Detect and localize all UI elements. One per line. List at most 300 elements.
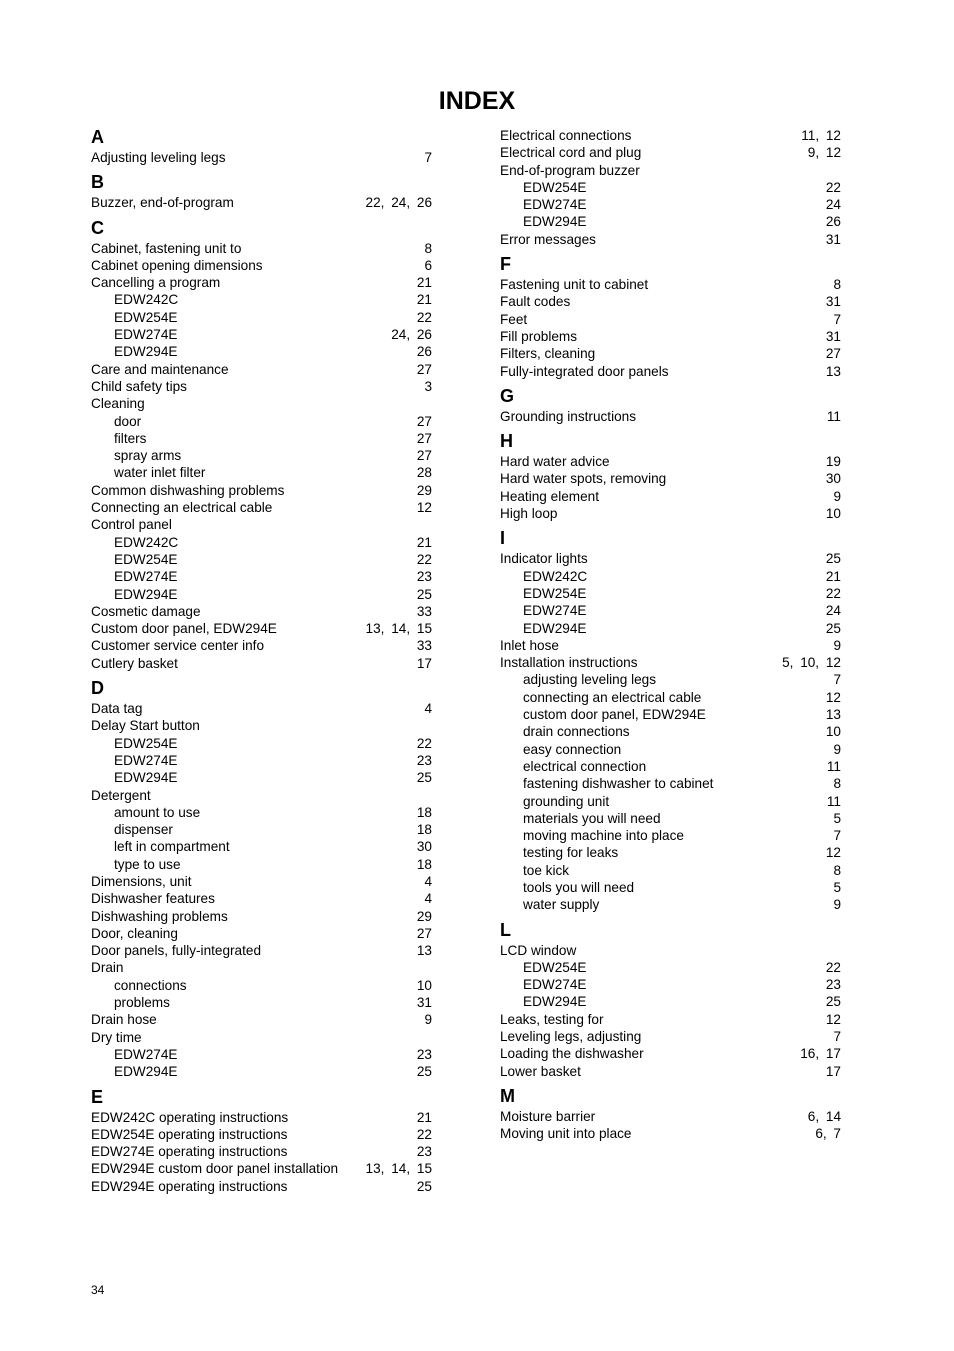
entry-term: EDW274E xyxy=(523,603,587,619)
entry-term: spray arms xyxy=(114,448,182,464)
index-entry xyxy=(91,925,432,942)
entry-pages: 27 xyxy=(825,346,841,362)
entry-pages: 7 xyxy=(833,828,841,844)
entry-term: EDW274E xyxy=(523,197,587,213)
entry-term: EDW254E xyxy=(114,735,178,751)
index-entry xyxy=(91,194,432,211)
entry-pages: 33 xyxy=(416,638,432,654)
entry-pages: 23 xyxy=(416,752,432,768)
index-subentry xyxy=(500,844,841,861)
entry-term: Door, cleaning xyxy=(91,925,178,941)
index-subentry xyxy=(91,769,432,786)
index-entry xyxy=(500,488,841,505)
entry-pages: 22 xyxy=(416,735,432,751)
index-subentry xyxy=(91,586,432,603)
entry-pages: 19 xyxy=(825,454,841,470)
entry-pages: 27 xyxy=(416,925,432,941)
index-subentry xyxy=(91,464,432,481)
entry-term: testing for leaks xyxy=(523,845,619,861)
index-entry xyxy=(91,637,432,654)
entry-pages: 11 xyxy=(826,758,841,774)
section-letter: G xyxy=(500,385,515,406)
index-subentry xyxy=(500,758,841,775)
entry-pages: 9 xyxy=(424,1012,432,1028)
index-entry xyxy=(500,453,841,470)
index-entry xyxy=(91,1029,432,1046)
entry-term: Filters, cleaning xyxy=(500,346,596,362)
index-subentry xyxy=(91,804,432,821)
entry-term: Electrical cord and plug xyxy=(500,145,642,161)
index-section xyxy=(500,386,841,425)
entry-term: EDW242C xyxy=(114,534,179,550)
entry-term: custom door panel, EDW294E xyxy=(523,707,706,723)
index-subentry xyxy=(500,862,841,879)
entry-pages: 26 xyxy=(825,214,841,230)
entry-pages: 9 xyxy=(833,488,841,504)
index-entry xyxy=(91,1126,432,1143)
entry-pages: 25 xyxy=(416,770,432,786)
entry-term: adjusting leveling legs xyxy=(523,672,657,688)
index-subentry xyxy=(91,735,432,752)
index-entry xyxy=(91,787,432,804)
index-entry xyxy=(91,482,432,499)
index-subentry xyxy=(500,976,841,993)
section-letter: H xyxy=(500,431,513,452)
entry-pages: 23 xyxy=(416,1144,432,1160)
entry-term: EDW274E xyxy=(114,752,178,768)
entry-term: Buzzer, end-of-program xyxy=(91,195,234,211)
entry-pages: 11 xyxy=(826,793,841,809)
index-entry xyxy=(91,1178,432,1195)
entry-pages: 31 xyxy=(825,294,841,310)
index-entry xyxy=(91,378,432,395)
index-entry xyxy=(500,1125,841,1142)
entry-term: EDW254E xyxy=(114,551,178,567)
entry-pages: 17 xyxy=(416,655,432,671)
entry-pages: 8 xyxy=(833,776,841,792)
entry-term: Adjusting leveling legs xyxy=(91,150,226,165)
index-subentry xyxy=(91,977,432,994)
entry-term: EDW274E xyxy=(523,977,587,993)
index-entry xyxy=(500,363,841,380)
index-entry xyxy=(500,311,841,328)
entry-pages: 21 xyxy=(825,568,841,584)
index-entry xyxy=(500,127,841,144)
entry-term: type to use xyxy=(114,856,181,872)
entry-pages: 25 xyxy=(825,551,841,567)
entry-pages: 5 xyxy=(833,879,841,895)
entry-term: Care and maintenance xyxy=(91,361,229,377)
entry-term: Moving unit into place xyxy=(500,1126,632,1142)
index-entry xyxy=(91,1011,432,1028)
entry-term: drain connections xyxy=(523,724,630,740)
entry-pages: 9, 12 xyxy=(807,145,841,161)
entry-pages: 25 xyxy=(416,586,432,602)
entry-term: End-of-program buzzer xyxy=(500,162,640,178)
index-subentry xyxy=(500,793,841,810)
index-subentry xyxy=(500,620,841,637)
index-entry xyxy=(91,873,432,890)
entry-term: fastening dishwasher to cabinet xyxy=(523,776,714,792)
index-subentry xyxy=(500,896,841,913)
index-subentry xyxy=(500,585,841,602)
entry-term: door xyxy=(114,413,142,429)
entry-pages: 12 xyxy=(825,1011,841,1027)
entry-term: LCD window xyxy=(500,942,577,958)
index-section xyxy=(91,127,432,166)
index-entry xyxy=(91,361,432,378)
section-letter: I xyxy=(500,528,506,549)
entry-pages: 21 xyxy=(416,275,432,291)
entry-pages: 9 xyxy=(833,897,841,913)
entry-term: EDW294E operating instructions xyxy=(91,1178,288,1194)
entry-term: moving machine into place xyxy=(523,828,684,844)
entry-pages: 13 xyxy=(825,363,841,379)
index-subentry xyxy=(91,534,432,551)
index-subentry xyxy=(91,291,432,308)
index-section xyxy=(91,218,432,672)
entry-term: Dimensions, unit xyxy=(91,873,192,889)
index-subentry xyxy=(91,752,432,769)
entry-term: EDW254E xyxy=(523,179,587,195)
index-column-right xyxy=(500,127,841,1143)
section-letter: L xyxy=(500,919,511,940)
entry-pages: 16, 17 xyxy=(800,1046,841,1062)
entry-pages: 22 xyxy=(825,585,841,601)
entry-pages: 23 xyxy=(416,569,432,585)
entry-term: toe kick xyxy=(523,862,570,878)
entry-pages: 13 xyxy=(416,943,432,959)
entry-term: dispenser xyxy=(114,822,173,838)
index-column-left xyxy=(91,127,432,1195)
entry-term: Detergent xyxy=(91,787,151,803)
entry-term: EDW274E operating instructions xyxy=(91,1144,288,1160)
entry-term: EDW242C xyxy=(114,292,179,308)
entry-pages: 24, 26 xyxy=(391,327,432,343)
section-letter: A xyxy=(91,127,104,147)
index-entry xyxy=(500,654,841,671)
entry-term: EDW294E xyxy=(523,994,587,1010)
entry-term: Dishwashing problems xyxy=(91,908,228,924)
entry-pages: 25 xyxy=(825,994,841,1010)
index-entry xyxy=(500,162,841,179)
entry-pages: 9 xyxy=(833,637,841,653)
index-entry xyxy=(91,959,432,976)
index-entry xyxy=(500,1011,841,1028)
entry-term: EDW254E operating instructions xyxy=(91,1126,288,1142)
entry-term: EDW294E xyxy=(523,620,587,636)
index-entry xyxy=(500,942,841,959)
entry-term: Inlet hose xyxy=(500,637,559,653)
entry-pages: 10 xyxy=(825,724,841,740)
entry-term: Cutlery basket xyxy=(91,655,178,671)
index-entry xyxy=(91,620,432,637)
index-entry xyxy=(500,1108,841,1125)
index-entry xyxy=(500,1045,841,1062)
entry-pages: 23 xyxy=(825,977,841,993)
entry-pages: 27 xyxy=(416,448,432,464)
index-subentry xyxy=(500,993,841,1010)
index-subentry xyxy=(500,671,841,688)
entry-term: High loop xyxy=(500,506,558,522)
entry-term: Fastening unit to cabinet xyxy=(500,277,649,293)
index-entry xyxy=(91,1109,432,1126)
section-letter: D xyxy=(91,678,104,699)
index-subentry xyxy=(500,775,841,792)
index-subentry xyxy=(500,741,841,758)
entry-pages: 31 xyxy=(825,328,841,344)
index-entry xyxy=(91,149,432,166)
index-subentry xyxy=(500,827,841,844)
entry-term: EDW242C operating instructions xyxy=(91,1109,289,1125)
entry-term: Electrical connections xyxy=(500,128,632,143)
index-section xyxy=(91,678,432,1081)
entry-term: filters xyxy=(114,430,147,446)
index-entry xyxy=(500,470,841,487)
entry-term: EDW294E xyxy=(114,586,178,602)
entry-pages: 11 xyxy=(826,408,841,424)
entry-term: EDW294E custom door panel installation xyxy=(91,1161,339,1177)
entry-pages: 29 xyxy=(416,482,432,498)
entry-term: Custom door panel, EDW294E xyxy=(91,621,277,637)
index-entry xyxy=(500,276,841,293)
entry-pages: 6, 7 xyxy=(815,1126,841,1142)
index-entry xyxy=(91,274,432,291)
index-subentry xyxy=(500,179,841,196)
entry-term: Lower basket xyxy=(500,1063,581,1079)
index-subentry xyxy=(500,689,841,706)
entry-pages: 25 xyxy=(416,1178,432,1194)
entry-term: Door panels, fully-integrated xyxy=(91,943,262,959)
entry-term: Connecting an electrical cable xyxy=(91,500,273,516)
index-subentry xyxy=(500,706,841,723)
entry-term: electrical connection xyxy=(523,758,647,774)
index-section xyxy=(500,431,841,522)
entry-term: connections xyxy=(114,977,187,993)
index-section xyxy=(91,1087,432,1195)
index-subentry xyxy=(91,994,432,1011)
index-entry xyxy=(91,700,432,717)
entry-pages: 7 xyxy=(424,150,432,165)
entry-term: tools you will need xyxy=(523,879,635,895)
entry-pages: 5 xyxy=(833,810,841,826)
index-subentry xyxy=(91,326,432,343)
index-entry xyxy=(91,717,432,734)
index-subentry xyxy=(500,810,841,827)
index-entry xyxy=(500,144,841,161)
entry-pages: 12 xyxy=(416,500,432,516)
entry-pages: 18 xyxy=(416,856,432,872)
entry-pages: 21 xyxy=(416,1109,432,1125)
entry-term: Error messages xyxy=(500,231,596,247)
entry-term: Cancelling a program xyxy=(91,275,221,291)
entry-term: EDW254E xyxy=(523,959,587,975)
index-section xyxy=(500,920,841,1080)
entry-term: Dry time xyxy=(91,1029,142,1045)
entry-pages: 8 xyxy=(833,277,841,293)
entry-term: Cabinet, fastening unit to xyxy=(91,240,242,256)
entry-pages: 24 xyxy=(825,603,841,619)
entry-pages: 3 xyxy=(424,378,432,394)
entry-pages: 21 xyxy=(416,534,432,550)
entry-term: EDW242C xyxy=(523,568,588,584)
entry-pages: 7 xyxy=(833,311,841,327)
index-entry xyxy=(500,293,841,310)
entry-term: Common dishwashing problems xyxy=(91,482,285,498)
index-entry xyxy=(91,1160,432,1177)
entry-pages: 28 xyxy=(416,465,432,481)
entry-term: EDW294E xyxy=(114,1064,178,1080)
entry-pages: 25 xyxy=(825,620,841,636)
entry-pages: 22, 24, 26 xyxy=(365,195,432,211)
entry-pages: 8 xyxy=(424,240,432,256)
index-subentry xyxy=(91,856,432,873)
entry-term: Drain xyxy=(91,960,124,976)
entry-pages: 4 xyxy=(424,873,432,889)
index-subentry xyxy=(500,879,841,896)
entry-term: EDW274E xyxy=(114,569,178,585)
section-letter: F xyxy=(500,254,511,275)
index-entry xyxy=(91,603,432,620)
index-subentry xyxy=(500,723,841,740)
entry-term: Feet xyxy=(500,311,528,327)
entry-pages: 31 xyxy=(825,231,841,247)
index-subentry xyxy=(91,430,432,447)
index-subentry xyxy=(91,413,432,430)
entry-term: EDW274E xyxy=(114,1046,178,1062)
index-entry xyxy=(91,395,432,412)
index-subentry xyxy=(500,959,841,976)
entry-term: Leaks, testing for xyxy=(500,1011,604,1027)
entry-term: connecting an electrical cable xyxy=(523,689,702,705)
entry-pages: 30 xyxy=(825,471,841,487)
entry-term: Customer service center info xyxy=(91,638,265,654)
entry-pages: 7 xyxy=(833,672,841,688)
entry-term: Fully-integrated door panels xyxy=(500,363,669,379)
entry-term: Drain hose xyxy=(91,1012,157,1028)
entry-pages: 13 xyxy=(825,707,841,723)
entry-pages: 12 xyxy=(825,845,841,861)
entry-pages: 4 xyxy=(424,891,432,907)
entry-pages: 24 xyxy=(825,197,841,213)
entry-pages: 12 xyxy=(825,689,841,705)
entry-pages: 33 xyxy=(416,603,432,619)
index-entry xyxy=(500,328,841,345)
entry-term: Cleaning xyxy=(91,396,145,412)
entry-term: EDW294E xyxy=(114,770,178,786)
index-entry xyxy=(91,240,432,257)
index-entry xyxy=(500,637,841,654)
entry-term: left in compartment xyxy=(114,839,230,855)
entry-term: EDW294E xyxy=(523,214,587,230)
entry-term: Child safety tips xyxy=(91,378,187,394)
entry-pages: 4 xyxy=(424,701,432,717)
entry-pages: 27 xyxy=(416,430,432,446)
entry-term: Dishwasher features xyxy=(91,891,215,907)
index-subentry xyxy=(91,447,432,464)
entry-pages: 17 xyxy=(825,1063,841,1079)
index-section xyxy=(500,254,841,380)
index-entry xyxy=(91,890,432,907)
entry-pages: 22 xyxy=(825,959,841,975)
entry-term: Delay Start button xyxy=(91,718,200,734)
entry-term: Data tag xyxy=(91,701,143,717)
entry-pages: 6 xyxy=(424,257,432,273)
entry-term: Installation instructions xyxy=(500,655,638,671)
entry-term: Heating element xyxy=(500,488,599,504)
entry-term: water supply xyxy=(523,897,600,913)
entry-term: easy connection xyxy=(523,741,622,757)
entry-term: Moisture barrier xyxy=(500,1108,596,1124)
index-entry xyxy=(91,257,432,274)
entry-pages: 21 xyxy=(416,292,432,308)
section-letter: M xyxy=(500,1085,515,1106)
index-subentry xyxy=(91,1046,432,1063)
entry-term: EDW254E xyxy=(114,309,178,325)
page-number: 34 xyxy=(91,1283,105,1297)
index-subentry xyxy=(91,568,432,585)
index-entry xyxy=(91,655,432,672)
index-entry xyxy=(91,942,432,959)
entry-term: Indicator lights xyxy=(500,551,588,567)
entry-pages: 10 xyxy=(416,977,432,993)
entry-pages: 7 xyxy=(833,1029,841,1045)
index-entry xyxy=(500,1063,841,1080)
entry-pages: 8 xyxy=(833,862,841,878)
section-letter: E xyxy=(91,1086,104,1107)
index-entry xyxy=(500,505,841,522)
entry-pages: 18 xyxy=(416,804,432,820)
section-letter: C xyxy=(91,217,104,238)
page-title: INDEX xyxy=(438,87,516,115)
index-entry xyxy=(91,499,432,516)
entry-term: EDW274E xyxy=(114,327,178,343)
entry-pages: 22 xyxy=(416,1126,432,1142)
entry-pages: 22 xyxy=(416,309,432,325)
index-entry xyxy=(500,550,841,567)
section-letter: B xyxy=(91,172,104,193)
index-subentry xyxy=(500,602,841,619)
entry-term: Loading the dishwasher xyxy=(500,1046,644,1062)
entry-term: EDW254E xyxy=(523,585,587,601)
entry-term: Grounding instructions xyxy=(500,408,637,424)
entry-pages: 23 xyxy=(416,1046,432,1062)
entry-term: amount to use xyxy=(114,804,201,820)
entry-term: Hard water spots, removing xyxy=(500,471,667,487)
entry-pages: 31 xyxy=(416,995,432,1011)
index-subentry xyxy=(500,196,841,213)
entry-pages: 13, 14, 15 xyxy=(365,1161,432,1177)
entry-pages: 13, 14, 15 xyxy=(365,621,432,637)
index-subentry xyxy=(91,343,432,360)
entry-term: EDW294E xyxy=(114,344,178,360)
entry-term: Fill problems xyxy=(500,328,578,344)
entry-pages: 22 xyxy=(825,179,841,195)
entry-pages: 11, 12 xyxy=(801,128,841,143)
index-entry xyxy=(91,1143,432,1160)
entry-pages: 10 xyxy=(825,506,841,522)
entry-term: Hard water advice xyxy=(500,454,610,470)
entry-pages: 25 xyxy=(416,1064,432,1080)
entry-pages: 27 xyxy=(416,413,432,429)
index-subentry xyxy=(500,568,841,585)
index-subentry xyxy=(91,309,432,326)
entry-term: problems xyxy=(114,995,170,1011)
entry-term: Cabinet opening dimensions xyxy=(91,257,263,273)
index-subentry xyxy=(91,551,432,568)
index-entry xyxy=(500,231,841,248)
index-entry xyxy=(91,516,432,533)
